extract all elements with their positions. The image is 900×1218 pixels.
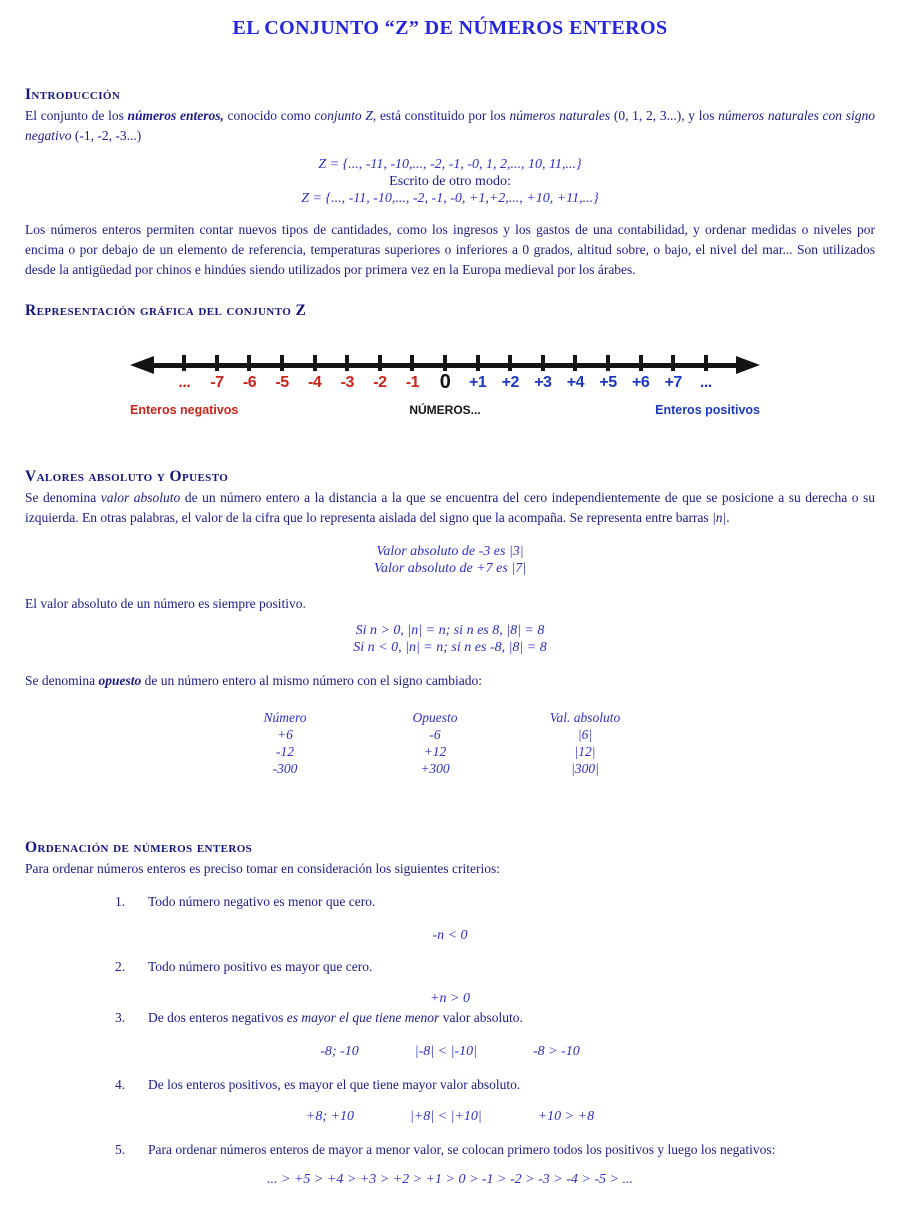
formula-ordering-chain: ... > +5 > +4 > +3 > +2 > +1 > 0 > -1 > -2 > -3 > -4 > -5 > ... <box>267 1172 633 1187</box>
item-number: 3. <box>115 1010 126 1025</box>
intro-paragraph: El conjunto de los números enteros, conocido como conjunto Z, está constituido por los números naturales (0, 1, 2, 3...), y los números naturales con signo negativo (-1, -2, -3...) <box>25 108 875 143</box>
criteria-formula-3 <box>25 1042 875 1060</box>
table-row <box>210 760 660 777</box>
rule-n-negative: Si n < 0, |n| = n; si n es -8, |8| = 8 <box>353 640 547 655</box>
table-cell: +300 <box>420 761 450 776</box>
number-label: +7 <box>664 374 682 391</box>
tick-mark <box>182 355 186 371</box>
table-cell: +12 <box>423 744 447 759</box>
always-positive-paragraph: El valor absoluto de un número es siempre positivo. <box>25 596 306 611</box>
item-number: 2. <box>115 959 126 974</box>
number-line-cell <box>624 350 657 393</box>
criteria-formula-2 <box>25 989 875 1007</box>
table-cell: -6 <box>429 727 441 742</box>
heading-ordenacion: Ordenación de números enteros <box>25 839 253 856</box>
formula-negatives-example: -8; -10 <box>320 1044 359 1059</box>
example-abs-pos7: Valor absoluto de +7 es |7| <box>373 561 527 576</box>
column-header-val-absoluto: Val. absoluto <box>549 710 621 725</box>
z-set-line-1: Z = {..., -11, -10,..., -2, -1, -0, 1, 2,..., 10, 11,...} <box>318 157 582 172</box>
negative-integers-label: Enteros negativos <box>130 403 239 417</box>
table-cell: |12| <box>574 744 596 759</box>
number-line-cell <box>233 350 266 393</box>
item-text: Para ordenar números enteros de mayor a menor valor, se colocan primero todos los positivos y luego los negativos: <box>148 1142 776 1157</box>
item-text: De dos enteros negativos es mayor el que tiene menor valor absoluto. <box>148 1010 523 1025</box>
tick-mark <box>671 355 675 371</box>
number-line-cell <box>527 350 560 393</box>
number-label: -4 <box>308 374 322 391</box>
z-set-line-2: Z = {..., -11, -10,..., -2, -1, -0, +1,+2,..., +10, +11,...} <box>301 191 599 206</box>
intro-paragraph-2: Los números enteros permiten contar nuevos tipos de cantidades, como los ingresos y los gastos de una contabilidad, y ordenar medidas o niveles por encima o por debajo de un elemento de referencia, temperaturas superiores o inferiores a 0 grados, altitud sobre, o bajo, el nivel del mar... Son utilizados desde la antigüedad por chinos e hindúes siendo utilizados por primera vez en la Europa medieval por los árabes. <box>25 222 875 277</box>
formula-negatives-result: -8 > -10 <box>532 1044 580 1059</box>
item-text: Todo número negativo es menor que cero. <box>148 894 376 909</box>
criteria-item-4 <box>25 1076 875 1093</box>
z-set-alt-label: Escrito de otro modo: <box>389 174 511 189</box>
criteria-item-2 <box>25 958 875 975</box>
number-label: +3 <box>534 374 552 391</box>
number-line-cell <box>592 350 625 393</box>
section-valores-absoluto-opuesto <box>25 468 875 777</box>
opposite-absolute-table <box>210 709 660 777</box>
formula-negatives-abs-compare: |-8| < |-10| <box>414 1044 477 1059</box>
right-arrowhead-icon <box>736 356 760 374</box>
tick-mark <box>410 355 414 371</box>
tick-mark <box>704 355 708 371</box>
formula-positive-greater-zero: +n > 0 <box>430 991 470 1006</box>
valor-absoluto-paragraph: Se denomina valor absoluto de un número entero a la distancia a la que se encuentra del cero independientemente de que se posicione a su derecha o su izquierda. En otras palabras, el valor de la cifra que lo representa aislada del signo que la acompaña. Se representa entre barras |n|. <box>25 490 875 525</box>
section-ordenacion <box>25 839 875 1188</box>
rule-n-positive: Si n > 0, |n| = n; si n es 8, |8| = 8 <box>355 623 545 638</box>
formula-positives-abs-compare: |+8| < |+10| <box>409 1109 482 1124</box>
item-text: Todo número positivo es mayor que cero. <box>148 959 373 974</box>
positive-integers-label: Enteros positivos <box>655 403 760 417</box>
number-line-cell <box>690 350 723 393</box>
criteria-item-5 <box>25 1141 875 1158</box>
number-label: +1 <box>469 374 487 391</box>
criteria-item-1 <box>25 893 875 910</box>
number-line-cell <box>266 350 299 393</box>
number-line-cell <box>364 350 397 393</box>
heading-introduccion: Introducción <box>25 86 121 103</box>
number-line-cell <box>494 350 527 393</box>
formula-positives-result: +10 > +8 <box>537 1109 595 1124</box>
criteria-formula-1 <box>25 926 875 944</box>
absolute-value-examples <box>25 543 875 577</box>
number-line-cell <box>429 350 462 393</box>
left-arrowhead-icon <box>130 356 154 374</box>
numbers-label: NÚMEROS... <box>409 403 481 417</box>
number-line-cell <box>168 350 201 393</box>
number-label: -5 <box>275 374 289 391</box>
tick-mark <box>345 355 349 371</box>
number-label: ... <box>178 374 191 391</box>
item-number: 1. <box>115 894 126 909</box>
tick-mark <box>280 355 284 371</box>
heading-valores: Valores absoluto y Opuesto <box>25 468 229 485</box>
formula-positives-example: +8; +10 <box>305 1109 354 1124</box>
number-label: -6 <box>242 374 257 391</box>
item-number: 4. <box>115 1077 126 1092</box>
z-set-block <box>25 156 875 207</box>
criteria-formula-5 <box>25 1170 875 1188</box>
number-label: +2 <box>501 374 519 391</box>
tick-mark <box>378 355 382 371</box>
number-line-cell <box>657 350 690 393</box>
number-line-cell <box>396 350 429 393</box>
table-header-row <box>210 709 660 726</box>
number-label: +5 <box>599 374 617 391</box>
number-line-graphic <box>130 350 760 418</box>
number-line-cell <box>461 350 494 393</box>
number-line-cell <box>298 350 331 393</box>
example-abs-neg3: Valor absoluto de -3 es |3| <box>376 544 524 559</box>
absolute-value-rules <box>25 622 875 656</box>
number-label: -7 <box>210 374 224 391</box>
criteria-item-3 <box>25 1009 875 1026</box>
formula-negative-less-zero: -n < 0 <box>432 928 468 943</box>
tick-mark <box>541 355 545 371</box>
heading-representacion: Representación gráfica del conjunto Z <box>25 302 307 319</box>
table-cell: +6 <box>277 727 293 742</box>
table-cell: |300| <box>571 761 599 776</box>
item-text: De los enteros positivos, es mayor el que tiene mayor valor absoluto. <box>148 1077 521 1092</box>
tick-mark <box>313 355 317 371</box>
tick-mark <box>573 355 577 371</box>
tick-mark <box>443 355 447 371</box>
number-line-cell <box>559 350 592 393</box>
number-label: +4 <box>566 374 585 391</box>
ordenacion-intro: Para ordenar números enteros es preciso tomar en consideración los siguientes criterios: <box>25 861 500 876</box>
column-header-numero: Número <box>263 710 307 725</box>
tick-mark <box>247 355 251 371</box>
table-row <box>210 743 660 760</box>
number-line-cell <box>331 350 364 393</box>
opuesto-paragraph: Se denomina opuesto de un número entero al mismo número con el signo cambiado: <box>25 673 483 688</box>
page-title: EL CONJUNTO “Z” DE NÚMEROS ENTEROS <box>232 17 668 39</box>
tick-mark <box>606 355 610 371</box>
tick-mark <box>508 355 512 371</box>
table-row <box>210 726 660 743</box>
number-label: +6 <box>631 374 650 391</box>
column-header-opuesto: Opuesto <box>412 710 458 725</box>
tick-mark <box>639 355 643 371</box>
table-cell: |6| <box>577 727 593 742</box>
number-label: -1 <box>405 374 420 391</box>
tick-mark <box>215 355 219 371</box>
section-introduccion <box>25 86 875 280</box>
number-line-cell <box>201 350 234 393</box>
table-cell: -300 <box>272 761 298 776</box>
criteria-formula-4 <box>25 1107 875 1125</box>
number-label: -2 <box>373 374 387 391</box>
number-label: -3 <box>340 374 354 391</box>
number-label-zero: 0 <box>439 371 451 393</box>
number-line-cells <box>168 350 722 393</box>
item-number: 5. <box>115 1142 126 1157</box>
tick-mark <box>476 355 480 371</box>
table-cell: -12 <box>276 744 294 759</box>
number-label: ... <box>699 374 712 391</box>
section-representacion-grafica <box>25 302 875 418</box>
